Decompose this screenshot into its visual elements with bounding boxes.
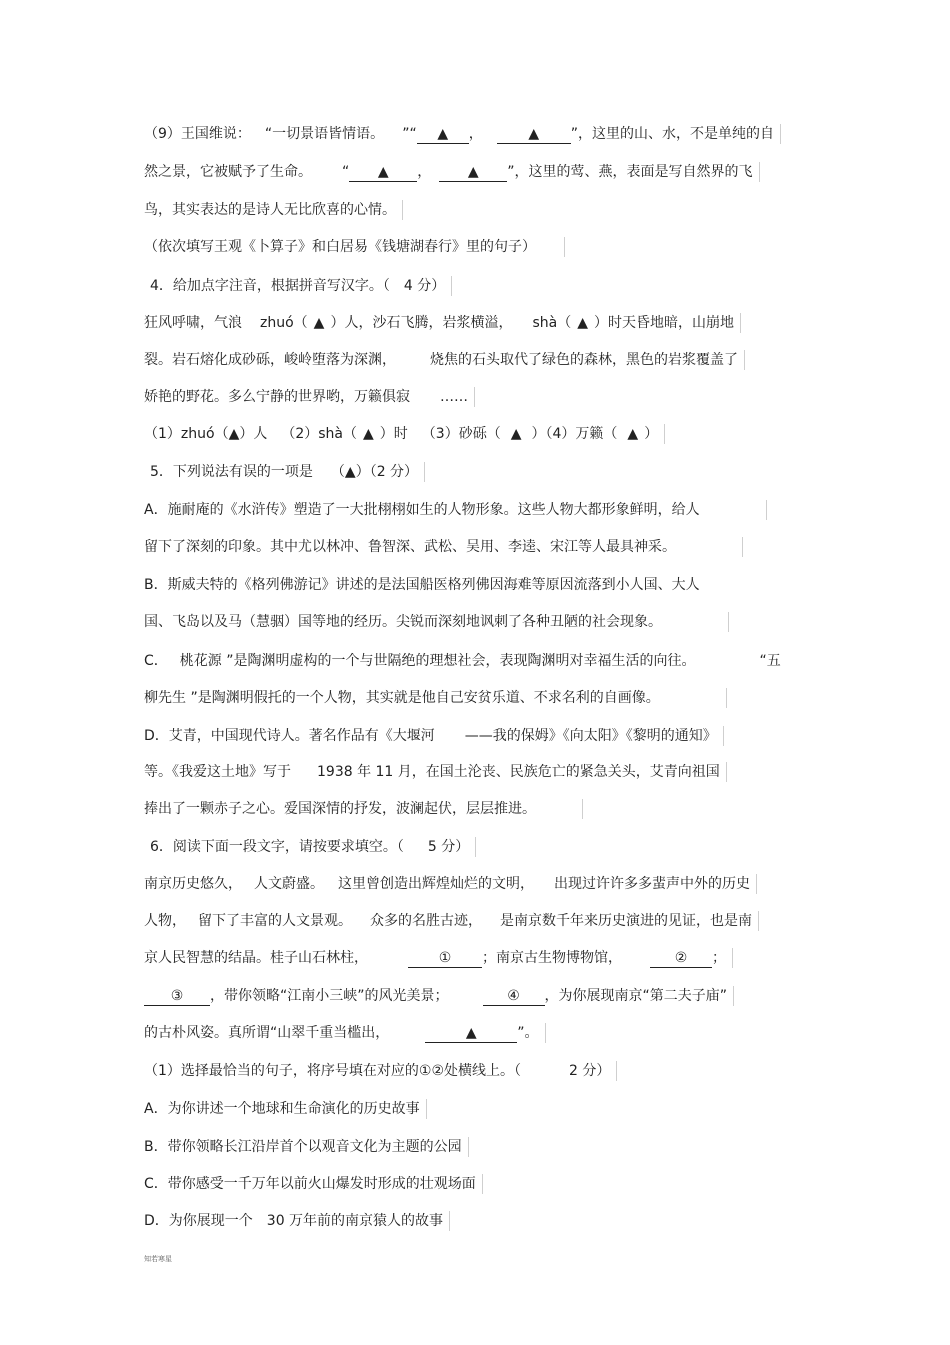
blank-number: ④ xyxy=(507,988,520,1004)
text-segment: （依次填写王观《卜算子》和白居易《钱塘湖春行》里的句子） xyxy=(144,239,536,255)
text-segment: ”“ xyxy=(402,126,417,142)
score-text: 4 分） xyxy=(403,278,446,294)
blank-2[interactable] xyxy=(650,949,712,968)
text-segment: ；南京古生物博物馆， xyxy=(482,950,622,966)
answer-blank[interactable] xyxy=(417,125,469,144)
blank-number: ② xyxy=(674,950,688,966)
triangle-mark: ▲ xyxy=(437,126,449,142)
nanjing-passage-line-3 xyxy=(144,948,733,968)
pinyin-text: shà（ xyxy=(532,315,572,331)
choice-a[interactable] xyxy=(144,1099,427,1119)
option-c-line-2 xyxy=(144,688,727,708)
line-instruction-note xyxy=(144,237,565,257)
answer-marker[interactable]: ▲ xyxy=(577,315,588,331)
answer-blank[interactable] xyxy=(425,1024,517,1043)
question-6-heading xyxy=(150,837,476,857)
passage-line-2 xyxy=(144,350,745,370)
text-segment: ； xyxy=(712,950,726,966)
line-poem-question-9-c xyxy=(144,200,403,220)
text-segment: 烧焦的石头取代了绿色的森林，黑色的岩浆覆盖了 xyxy=(430,352,738,368)
text-segment: 众多的名胜古迹， xyxy=(370,913,482,929)
answer-marker[interactable]: ▲ xyxy=(313,315,325,331)
answer-marker[interactable]: ▲ xyxy=(228,426,240,442)
option-a-line-1 xyxy=(144,500,767,520)
text-segment: 人物， xyxy=(144,913,186,929)
text-segment: B．带你领略长江沿岸首个以观音文化为主题的公园 xyxy=(144,1139,462,1155)
text-segment: 5．下列说法有误的一项是 xyxy=(150,464,313,480)
text-segment: 人文蔚盛。 xyxy=(254,876,324,892)
blank-1[interactable] xyxy=(408,949,482,968)
choice-d[interactable] xyxy=(144,1211,450,1231)
text-segment: D．艾青，中国现代诗人。著名作品有《大堰河 xyxy=(144,728,435,744)
text-segment: （9）王国维说： xyxy=(144,126,251,142)
option-d-line-2 xyxy=(144,762,727,782)
option-d-line-3 xyxy=(144,799,583,819)
passage-line-1 xyxy=(144,313,741,333)
text-segment: ——我的保姆》《向太阳》《黎明的通知》 xyxy=(464,728,717,744)
text-segment: 30 万年前的南京猿人的故事 xyxy=(266,1213,444,1229)
choice-c[interactable] xyxy=(144,1174,483,1194)
text-segment: C． xyxy=(144,653,168,669)
answer-blank[interactable] xyxy=(497,125,571,144)
text-segment: 国、飞岛以及马（慧骃）国等地的经历。尖锐而深刻地讽刺了各种丑陋的社会现象。 xyxy=(144,614,662,630)
text-segment: 京人民智慧的结晶。桂子山石林柱， xyxy=(144,950,368,966)
text-segment: 狂风呼啸，气浪 xyxy=(144,315,242,331)
triangle-mark: ▲ xyxy=(528,126,540,142)
text-segment: C．带你感受一千万年以前火山爆发时形成的壮观场面 xyxy=(144,1176,476,1192)
text-segment: 捧出了一颗赤子之心。爱国深情的抒发，波澜起伏，层层推进。 xyxy=(144,801,536,817)
triangle-mark: ▲ xyxy=(465,1025,477,1041)
option-b-line-1 xyxy=(144,575,706,595)
text-segment: （ xyxy=(330,464,345,480)
triangle-mark: ▲ xyxy=(467,164,479,180)
text-segment: ）（2 分） xyxy=(355,464,419,480)
text-segment: 留下了深刻的印象。其中尤以林冲、鲁智深、武松、吴用、李逵、宋江等人最具神采。 xyxy=(144,539,676,555)
text-segment: 桃花源 ”是陶渊明虚构的一个与世隔绝的理想社会，表现陶渊明对幸福生活的向往。 xyxy=(179,653,696,669)
text-segment: 南京历史悠久， xyxy=(144,876,242,892)
text-segment: “五 xyxy=(759,653,781,669)
blank-4[interactable] xyxy=(483,987,545,1006)
text-segment: 留下了丰富的人文景观。 xyxy=(198,913,352,929)
quote-text: “一切景语皆情语。 xyxy=(264,126,385,142)
score-text: 5 分） xyxy=(427,839,470,855)
option-a-line-2 xyxy=(144,537,743,557)
text-segment: A．施耐庵的《水浒传》塑造了一大批栩栩如生的人物形象。这些人物大都形象鲜明，给人 xyxy=(144,502,700,518)
answer-marker[interactable]: ▲ xyxy=(344,464,356,480)
answer-marker[interactable]: ▲ xyxy=(363,426,374,442)
choice-b[interactable] xyxy=(144,1137,469,1157)
text-segment: 柳先生 ”是陶渊明假托的一个人物，其实就是他自己安贫乐道、不求名利的自画像。 xyxy=(144,690,660,706)
text-segment: ）（4）万籁（ xyxy=(531,426,618,442)
passage-line-3 xyxy=(144,387,475,407)
text-segment: 1938 年 11 月，在国土沦丧、民族危亡的紧急关头，艾青向祖国 xyxy=(317,764,720,780)
text-segment: …… xyxy=(440,389,468,405)
option-d-line-1 xyxy=(144,726,724,746)
question-4-answers xyxy=(144,424,665,444)
page-footer: 知若寒星 xyxy=(144,1255,172,1263)
text-segment: 4．给加点字注音，根据拼音写汉字。（ xyxy=(150,278,390,294)
answer-marker[interactable]: ▲ xyxy=(627,426,639,442)
line-poem-question-9-a xyxy=(144,124,781,144)
text-segment: ）时 xyxy=(379,426,408,442)
text-segment: D．为你展现一个 xyxy=(144,1213,253,1229)
text-segment: 这里曾创造出辉煌灿烂的文明， xyxy=(338,876,534,892)
text-segment: A．为你讲述一个地球和生命演化的历史故事 xyxy=(144,1101,420,1117)
blank-number: ③ xyxy=(170,988,184,1004)
blank-number: ① xyxy=(438,950,452,966)
text-segment: ”，这里的莺、燕，表面是写自然界的飞 xyxy=(507,164,753,180)
text-segment: ）人，沙石飞腾，岩浆横溢， xyxy=(330,315,513,331)
line-poem-question-9-b xyxy=(144,162,760,182)
text-segment: ”。 xyxy=(517,1025,539,1041)
question-4-heading xyxy=(150,276,452,296)
text-segment: ， xyxy=(468,126,483,142)
text-segment: 然之景，它被赋予了生命。 xyxy=(144,164,312,180)
text-segment: 的古朴风姿。真所谓“山翠千重当槛出， xyxy=(144,1025,390,1041)
question-5-heading xyxy=(150,462,425,482)
text-segment: ”，这里的山、水，不是单纯的自 xyxy=(570,126,774,142)
answer-blank[interactable] xyxy=(349,163,417,182)
text-segment: 出现过许许多多蜚声中外的历史 xyxy=(554,876,750,892)
answer-blank[interactable] xyxy=(439,163,507,182)
text-segment: （2）shà（ xyxy=(281,426,358,442)
text-segment: ， xyxy=(417,164,432,180)
text-segment: ） xyxy=(644,426,659,442)
pinyin-text: zhuó（ xyxy=(260,315,308,331)
text-segment: 6．阅读下面一段文字，请按要求填空。（ xyxy=(150,839,404,855)
text-segment: （1）选择最恰当的句子，将序号填在对应的①②处横线上。（ xyxy=(144,1063,522,1079)
text-segment: ，带你领略“江南小三峡”的风光美景； xyxy=(210,988,449,1004)
text-segment: 鸟，其实表达的是诗人无比欣喜的心情。 xyxy=(144,202,396,218)
score-text: 2 分） xyxy=(569,1063,611,1079)
answer-marker[interactable]: ▲ xyxy=(510,426,522,442)
text-segment: （1）zhuó（ xyxy=(144,426,229,442)
option-c-line-1 xyxy=(144,651,787,671)
nanjing-passage-line-1 xyxy=(144,874,757,894)
blank-3[interactable] xyxy=(144,987,210,1006)
question-6-part-1 xyxy=(144,1061,617,1081)
text-segment: ，为你展现南京“第二夫子庙” xyxy=(544,988,728,1004)
text-segment: 是南京数千年来历史演进的见证，也是南 xyxy=(500,913,752,929)
nanjing-passage-line-5 xyxy=(144,1023,546,1043)
option-b-line-2 xyxy=(144,612,729,632)
nanjing-passage-line-2 xyxy=(144,911,759,931)
text-segment: B．斯威夫特的《格列佛游记》讲述的是法国船医格列佛因海难等原因流落到小人国、大人 xyxy=(144,577,700,593)
text-segment: “ xyxy=(342,164,350,180)
text-segment: （3）砂砾（ xyxy=(421,426,501,442)
text-segment: 裂。岩石熔化成砂砾，峻岭堕落为深渊， xyxy=(144,352,396,368)
triangle-mark: ▲ xyxy=(377,164,389,180)
text-segment: 等。《我爱这土地》写于 xyxy=(144,764,291,780)
text-segment: 娇艳的野花。多么宁静的世界哟，万籁俱寂 xyxy=(144,389,410,405)
nanjing-passage-line-4 xyxy=(144,986,734,1006)
text-segment: ）人 xyxy=(239,426,268,442)
text-segment: ）时天昏地暗，山崩地 xyxy=(593,315,734,331)
